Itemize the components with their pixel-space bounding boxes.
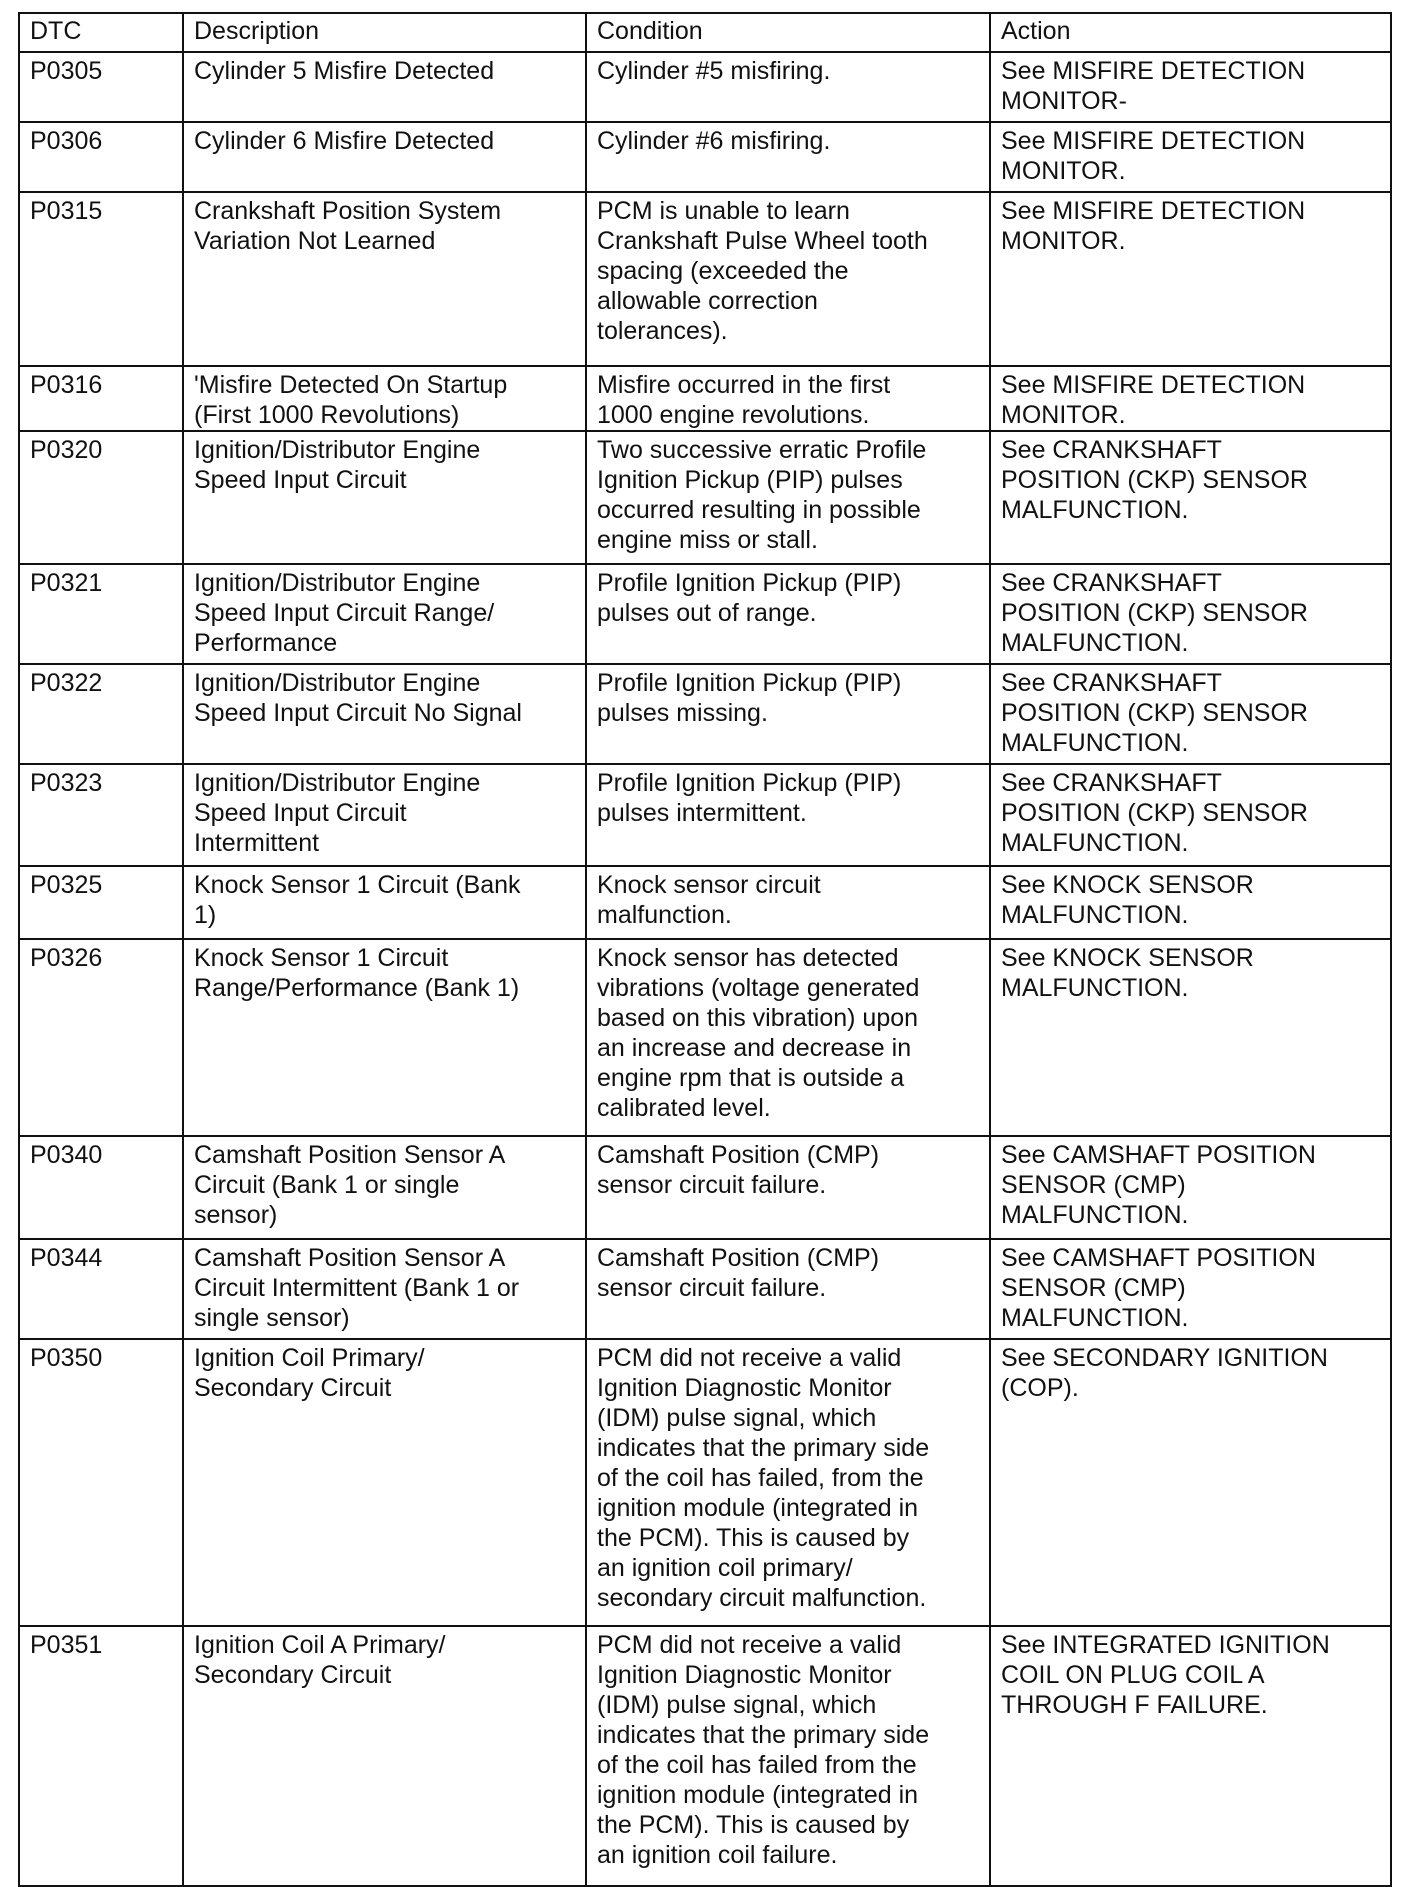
table-row <box>19 764 1391 866</box>
cell-dtc: P0323 <box>19 764 183 866</box>
header-condition: Condition <box>586 13 990 52</box>
cell-dtc: P0322 <box>19 664 183 764</box>
header-row <box>19 13 1391 52</box>
cell-dtc: P0350 <box>19 1339 183 1626</box>
cell-action: See CAMSHAFT POSITION SENSOR (CMP) MALFUNCTION. <box>990 1136 1391 1239</box>
table-row <box>19 192 1391 366</box>
cell-dtc: P0306 <box>19 122 183 192</box>
cell-dtc: P0315 <box>19 192 183 366</box>
cell-dtc: P0351 <box>19 1626 183 1886</box>
table-row <box>19 431 1391 564</box>
table-row <box>19 1339 1391 1626</box>
cell-condition: Misfire occurred in the first 1000 engine revolutions. <box>586 366 990 431</box>
cell-description: Ignition/Distributor Engine Speed Input Circuit Intermittent <box>183 764 586 866</box>
cell-description: Cylinder 6 Misfire Detected <box>183 122 586 192</box>
cell-condition: Profile Ignition Pickup (PIP) pulses intermittent. <box>586 764 990 866</box>
cell-condition: Camshaft Position (CMP) sensor circuit failure. <box>586 1239 990 1339</box>
cell-condition: Cylinder #5 misfiring. <box>586 52 990 122</box>
cell-action: See INTEGRATED IGNITION COIL ON PLUG COIL A THROUGH F FAILURE. <box>990 1626 1391 1886</box>
table-row <box>19 52 1391 122</box>
cell-description: 'Misfire Detected On Startup (First 1000 Revolutions) <box>183 366 586 431</box>
dtc-table <box>18 12 1392 1887</box>
cell-condition: Knock sensor circuit malfunction. <box>586 866 990 939</box>
cell-action: See CRANKSHAFT POSITION (CKP) SENSOR MALFUNCTION. <box>990 664 1391 764</box>
cell-action: See MISFIRE DETECTION MONITOR. <box>990 122 1391 192</box>
cell-action: See KNOCK SENSOR MALFUNCTION. <box>990 866 1391 939</box>
cell-condition: Profile Ignition Pickup (PIP) pulses out of range. <box>586 564 990 664</box>
cell-dtc: P0325 <box>19 866 183 939</box>
table-row <box>19 564 1391 664</box>
cell-condition: Two successive erratic Profile Ignition Pickup (PIP) pulses occurred resulting in possible engine miss or stall. <box>586 431 990 564</box>
cell-dtc: P0326 <box>19 939 183 1136</box>
cell-action: See KNOCK SENSOR MALFUNCTION. <box>990 939 1391 1136</box>
cell-description: Ignition/Distributor Engine Speed Input Circuit No Signal <box>183 664 586 764</box>
table-row <box>19 1136 1391 1239</box>
cell-dtc: P0316 <box>19 366 183 431</box>
cell-dtc: P0344 <box>19 1239 183 1339</box>
table-row <box>19 866 1391 939</box>
cell-description: Cylinder 5 Misfire Detected <box>183 52 586 122</box>
header-action: Action <box>990 13 1391 52</box>
table-row <box>19 366 1391 431</box>
cell-condition: PCM did not receive a valid Ignition Diagnostic Monitor (IDM) pulse signal, which indicates that the primary side of the coil has failed, from the ignition module (integrated in the PCM). This is caused by an ignition coil primary/ secondary circuit malfunction. <box>586 1339 990 1626</box>
cell-description: Camshaft Position Sensor A Circuit (Bank 1 or single sensor) <box>183 1136 586 1239</box>
cell-action: See MISFIRE DETECTION MONITOR. <box>990 192 1391 366</box>
header-dtc: DTC <box>19 13 183 52</box>
cell-description: Ignition Coil A Primary/ Secondary Circuit <box>183 1626 586 1886</box>
cell-description: Knock Sensor 1 Circuit Range/Performance (Bank 1) <box>183 939 586 1136</box>
cell-condition: Knock sensor has detected vibrations (voltage generated based on this vibration) upon an increase and decrease in engine rpm that is outside a calibrated level. <box>586 939 990 1136</box>
cell-action: See SECONDARY IGNITION (COP). <box>990 1339 1391 1626</box>
cell-dtc: P0320 <box>19 431 183 564</box>
table-row <box>19 122 1391 192</box>
table-row <box>19 1626 1391 1886</box>
cell-action: See MISFIRE DETECTION MONITOR- <box>990 52 1391 122</box>
cell-condition: Camshaft Position (CMP) sensor circuit failure. <box>586 1136 990 1239</box>
cell-dtc: P0340 <box>19 1136 183 1239</box>
cell-description: Camshaft Position Sensor A Circuit Intermittent (Bank 1 or single sensor) <box>183 1239 586 1339</box>
cell-action: See MISFIRE DETECTION MONITOR. <box>990 366 1391 431</box>
cell-condition: Cylinder #6 misfiring. <box>586 122 990 192</box>
cell-dtc: P0305 <box>19 52 183 122</box>
cell-condition: PCM is unable to learn Crankshaft Pulse Wheel tooth spacing (exceeded the allowable correction tolerances). <box>586 192 990 366</box>
cell-description: Knock Sensor 1 Circuit (Bank 1) <box>183 866 586 939</box>
cell-condition: Profile Ignition Pickup (PIP) pulses missing. <box>586 664 990 764</box>
header-description: Description <box>183 13 586 52</box>
cell-action: See CRANKSHAFT POSITION (CKP) SENSOR MALFUNCTION. <box>990 431 1391 564</box>
cell-action: See CAMSHAFT POSITION SENSOR (CMP) MALFUNCTION. <box>990 1239 1391 1339</box>
cell-action: See CRANKSHAFT POSITION (CKP) SENSOR MALFUNCTION. <box>990 564 1391 664</box>
cell-description: Crankshaft Position System Variation Not Learned <box>183 192 586 366</box>
cell-description: Ignition Coil Primary/ Secondary Circuit <box>183 1339 586 1626</box>
table-row <box>19 939 1391 1136</box>
cell-dtc: P0321 <box>19 564 183 664</box>
cell-description: Ignition/Distributor Engine Speed Input Circuit Range/ Performance <box>183 564 586 664</box>
table-row <box>19 664 1391 764</box>
table-row <box>19 1239 1391 1339</box>
cell-action: See CRANKSHAFT POSITION (CKP) SENSOR MALFUNCTION. <box>990 764 1391 866</box>
cell-condition: PCM did not receive a valid Ignition Diagnostic Monitor (IDM) pulse signal, which indicates that the primary side of the coil has failed from the ignition module (integrated in the PCM). This is caused by an ignition coil failure. <box>586 1626 990 1886</box>
cell-description: Ignition/Distributor Engine Speed Input Circuit <box>183 431 586 564</box>
